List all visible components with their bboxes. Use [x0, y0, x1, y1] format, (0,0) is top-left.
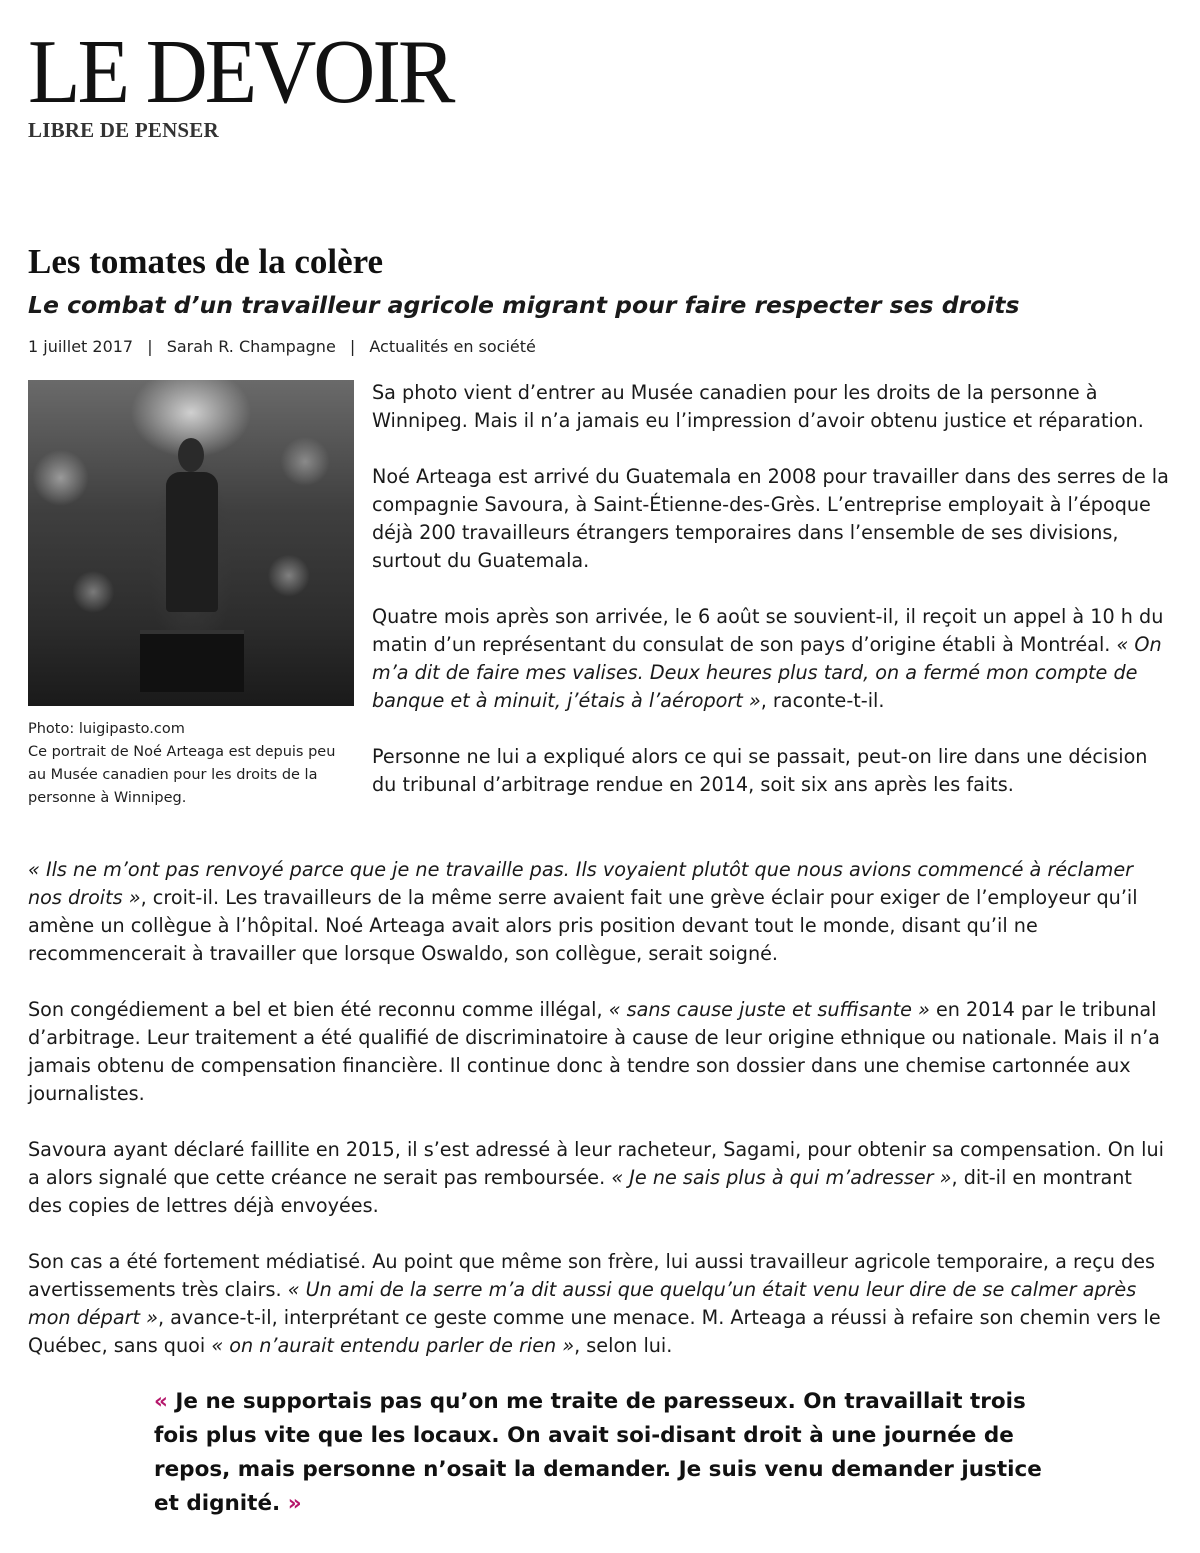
- photo-person-body: [166, 472, 218, 612]
- newspaper-tagline: LIBRE DE PENSER: [28, 118, 219, 142]
- article-body-column: [372, 379, 1172, 827]
- paragraph-text: Sa photo vient d’entrer au Musée canadien pour les droits de la personne à Winnipeg. Mais il n’a jamais eu l’impression d’avoir obtenu justice et réparation.: [372, 381, 1144, 432]
- article-body-full: [28, 856, 1172, 1388]
- quote-open-mark: «: [154, 1389, 168, 1414]
- article-paragraph: [28, 996, 1172, 1108]
- article-figure: [28, 380, 354, 810]
- paragraph-text: , dit-il en montrant des copies de lettres déjà envoyées.: [28, 1166, 1132, 1217]
- paragraph-text: Son cas a été fortement médiatisé. Au point que même son frère, lui aussi travailleur agricole temporaire, a reçu des avertissements très clairs.: [28, 1250, 1156, 1301]
- photo-credit: Photo: luigipasto.com: [28, 721, 185, 737]
- meta-separator: |: [147, 337, 153, 356]
- article-paragraph: [28, 1136, 1172, 1220]
- newspaper-logo[interactable]: LE DEVOIR: [28, 20, 453, 123]
- pull-quote: [154, 1385, 1054, 1521]
- masthead: [28, 20, 453, 143]
- meta-separator: |: [349, 337, 356, 356]
- paragraph-text: Noé Arteaga est arrivé du Guatemala en 2008 pour travailler dans des serres de la compagnie Savoura, à Saint-Étienne-des-Grès. L’entreprise employait à l’époque déjà 200 travailleurs étrangers temporaires dans l’ensemble de ses divisions, surtout du Guatemala.: [372, 465, 1169, 572]
- paragraph-text: en 2014 par le tribunal d’arbitrage. Leur traitement a été qualifié de discriminatoire à cause de leur origine ethnique ou nationale. Mais il n’a jamais obtenu de compensation financière. Il continue donc à tendre son dossier dans une chemise cartonnée aux journalistes.: [28, 998, 1160, 1105]
- paragraph-text: Savoura ayant déclaré faillite en 2015, il s’est adressé à leur racheteur, Sagami, pour obtenir sa compensation. On lui a alors signalé que cette créance ne serait pas remboursée.: [28, 1138, 1164, 1189]
- photo-person-head: [178, 438, 204, 472]
- paragraph-text: Personne ne lui a expliqué alors ce qui se passait, peut-on lire dans une décision du tribunal d’arbitrage rendue en 2014, soit six ans après les faits.: [372, 745, 1148, 796]
- article-paragraph: [372, 379, 1172, 435]
- quote-text: « Un ami de la serre m’a dit aussi que quelqu’un était venu leur dire de se calmer après mon départ »: [28, 1278, 1137, 1329]
- paragraph-text: Son congédiement a bel et bien été reconnu comme illégal,: [28, 998, 609, 1021]
- pull-quote-text: Je ne supportais pas qu’on me traite de paresseux. On travaillait trois fois plus vite que les locaux. On avait soi-disant droit à une journée de repos, mais personne n’osait la demander. Je suis venu demander justice et dignité.: [154, 1389, 1042, 1516]
- article-paragraph: [372, 603, 1172, 715]
- article-paragraph: [372, 463, 1172, 575]
- quote-text: « on n’aurait entendu parler de rien »: [211, 1334, 575, 1357]
- photo-cart: [140, 630, 244, 692]
- article-meta: [28, 337, 536, 356]
- article-title: Les tomates de la colère: [28, 242, 384, 281]
- quote-close-mark: »: [287, 1491, 302, 1516]
- paragraph-text: , avance-t-il, interprétant ce geste comme une menace. M. Arteaga a réussi à refaire son chemin vers le Québec, sans quoi: [28, 1306, 1161, 1357]
- article-subtitle: Le combat d’un travailleur agricole migrant pour faire respecter ses droits: [28, 291, 1020, 319]
- paragraph-text: , selon lui.: [574, 1334, 673, 1357]
- quote-text: « Je ne sais plus à qui m’adresser »: [611, 1166, 952, 1189]
- quote-text: « On m’a dit de faire mes valises. Deux heures plus tard, on a fermé mon compte de banque et à minuit, j’étais à l’aéroport »: [372, 633, 1162, 712]
- article-paragraph: [28, 856, 1172, 968]
- article-author[interactable]: Sarah R. Champagne: [166, 337, 336, 356]
- quote-text: « Ils ne m’ont pas renvoyé parce que je ne travaille pas. Ils voyaient plutôt que nous avions commencé à réclamer nos droits »: [28, 858, 1134, 909]
- article-paragraph: [28, 1248, 1172, 1360]
- paragraph-text: , croit-il. Les travailleurs de la même serre avaient fait une grève éclair pour exiger de l’employeur qu’il amène un collègue à l’hôpital. Noé Arteaga avait alors pris position devant tout le monde, disant qu’il ne recommencerait à travailler que lorsque Oswaldo, son collègue, serait soigné.: [28, 886, 1138, 965]
- photo-caption: [28, 718, 354, 810]
- paragraph-text: , raconte-t-il.: [760, 689, 885, 712]
- article-date: 1 juillet 2017: [28, 337, 134, 356]
- paragraph-text: Quatre mois après son arrivée, le 6 août se souvient-il, il reçoit un appel à 10 h du matin d’un représentant du consulat de son pays d’origine établi à Montréal.: [372, 605, 1164, 656]
- article-section[interactable]: Actualités en société: [369, 337, 536, 356]
- portrait-photo[interactable]: [28, 380, 354, 706]
- photo-caption-text: Ce portrait de Noé Arteaga est depuis peu au Musée canadien pour les droits de la personne à Winnipeg.: [28, 744, 336, 806]
- quote-text: « sans cause juste et suffisante »: [608, 998, 930, 1021]
- article-paragraph: [372, 743, 1172, 799]
